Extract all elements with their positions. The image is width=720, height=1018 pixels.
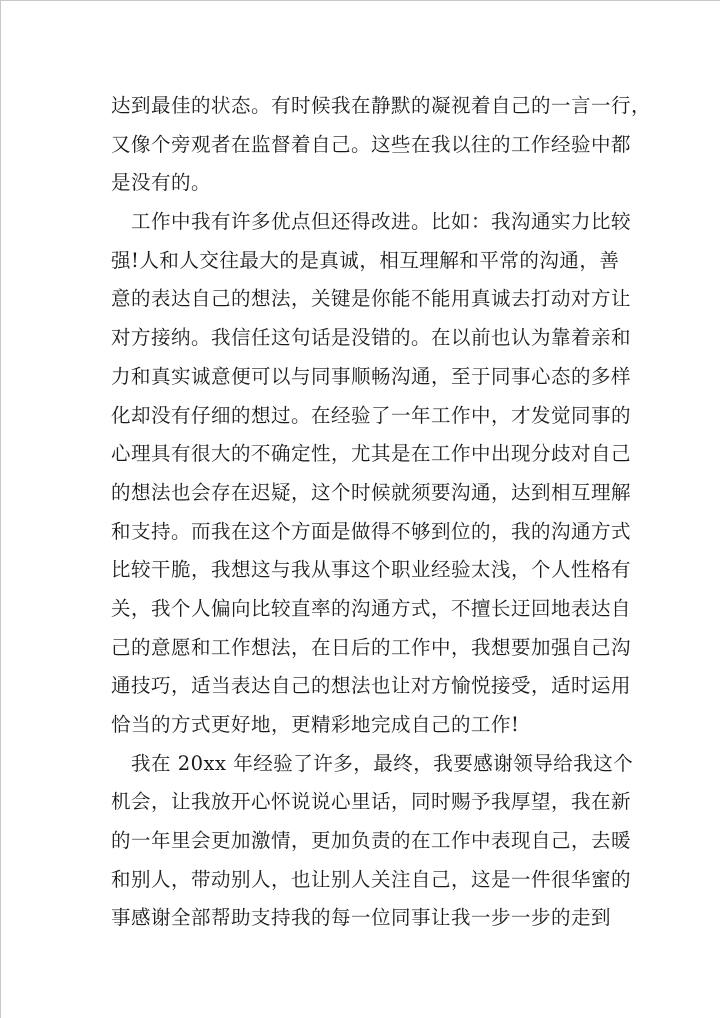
text-line: 力和真实诚意便可以与同事顺畅沟通，至于同事心态的多样 [111,364,632,388]
text-line: 化却没有仔细的想过。在经验了一年工作中，才发觉同事的 [111,403,632,427]
text-line: 恰当的方式更好地，更精彩地完成自己的工作! [111,713,520,736]
text-line: 和支持。而我在这个方面是做得不够到位的，我的沟通方式 [111,519,632,543]
text-line: 关，我个人偏向比较直率的沟通方式，不擅长迂回地表达自 [111,596,632,620]
text-line: 比较干脆，我想这与我从事这个职业经验太浅，个人性格有 [111,558,632,582]
text-line: 达到最佳的状态。有时候我在静默的凝视着自己的一言一行， [111,94,652,117]
text-line: 机会，让我放开心怀说说心里话，同时赐予我厚望，我在新 [111,790,632,814]
text-line: 对方接纳。我信任这句话是没错的。在以前也认为靠着亲和 [111,326,632,350]
text-line: 意的表达自己的想法，关键是你能不能用真诚去打动对方让 [111,287,632,311]
text-line: 我在 20xx 年经验了许多，最终，我要感谢领导给我这个 [131,751,634,775]
text-line: 心理具有很大的不确定性，尤其是在工作中出现分歧对自己 [111,442,632,466]
text-line: 的想法也会存在迟疑，这个时候就须要沟通，达到相互理解 [111,480,632,504]
text-line: 强!人和人交往最大的是真诚，相互理解和平常的沟通，善 [111,248,620,272]
text-line: 又像个旁观者在监督着自己。这些在我以往的工作经验中都 [111,132,632,156]
document-body [111,87,652,938]
text-line: 的一年里会更加激情，更加负责的在工作中表现自己，去暖 [111,829,632,853]
text-line: 事感谢全部帮助支持我的每一位同事让我一步一步的走到 [111,906,612,930]
text-line: 工作中我有许多优点但还得改进。比如：我沟通实力比较 [131,210,632,234]
text-line: 是没有的。 [111,171,212,195]
text-line: 通技巧，适当表达自己的想法也让对方愉悦接受，适时运用 [111,674,632,698]
text-line: 己的意愿和工作想法，在日后的工作中，我想要加强自己沟 [111,635,632,659]
text-line: 和别人，带动别人，也让别人关注自己，这是一件很华蜜的 [111,867,632,891]
